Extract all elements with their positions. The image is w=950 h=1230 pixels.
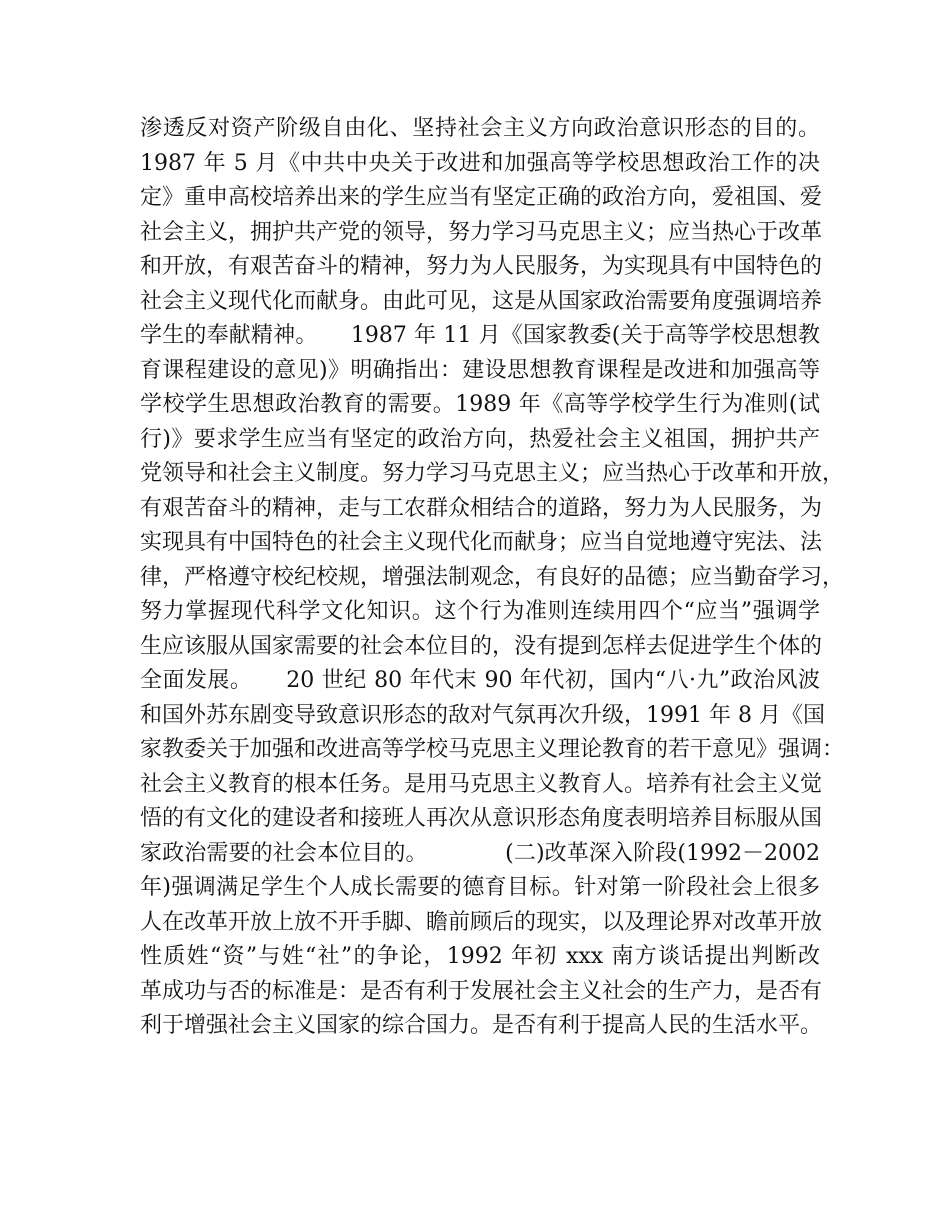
text-line: 家教委关于加强和改进高等学校马克思主义理论教育的若干意见》强调：	[140, 737, 845, 762]
text-line: 渗透反对资产阶级自由化、坚持社会主义方向政治意识形态的目的。	[140, 116, 820, 141]
text-line: 社会主义现代化而献身。由此可见，这是从国家政治需要角度强调培养	[140, 288, 823, 314]
text-line: 育课程建设的意见)》明确指出：建设思想教育课程是改进和加强高等	[140, 357, 820, 383]
text-line: 和国外苏东剧变导致意识形态的敌对气氛再次升级，1991 年 8 月《国	[140, 702, 825, 728]
text-line: 利于增强社会主义国家的综合国力。是否有利于提高人民的生活水平。	[140, 1013, 823, 1038]
text-line: 年)强调满足学生个人成长需要的德育目标。针对第一阶段社会上很多	[140, 875, 820, 900]
text-line: 定》重申高校培养出来的学生应当有坚定正确的政治方向，爱祖国、爱	[140, 185, 823, 210]
text-line: 家政治需要的社会本位目的。 (二)改革深入阶段(1992－2002	[140, 840, 820, 866]
text-line: 全面发展。 20 世纪 80 年代末 90 年代初，国内“八·九”政治风波	[140, 668, 820, 693]
text-line: 1987 年 5 月《中共中央关于改进和加强高等学校思想政治工作的决	[140, 150, 820, 176]
text-line: 学校学生思想政治教育的需要。1989 年《高等学校学生行为准则(试	[140, 392, 820, 417]
text-line: 性质姓“资”与姓“社”的争论，1992 年初 xxx 南方谈话提出判断改	[140, 944, 820, 969]
text-line: 学生的奉献精神。 1987 年 11 月《国家教委(关于高等学校思想教	[140, 323, 820, 348]
text-line: 生应该服从国家需要的社会本位目的，没有提到怎样去促进学生个体的	[140, 633, 823, 659]
text-line: 悟的有文化的建设者和接班人再次从意识形态角度表明培养目标服从国	[140, 806, 823, 831]
text-line: 行)》要求学生应当有坚定的政治方向，热爱社会主义祖国，拥护共产	[140, 426, 820, 452]
text-line: 革成功与否的标准是：是否有利于发展社会主义社会的生产力，是否有	[140, 978, 823, 1004]
text-line: 律，严格遵守校纪校规，增强法制观念，有良好的品德；应当勤奋学习，	[140, 564, 845, 590]
text-line: 社会主义，拥护共产党的领导，努力学习马克思主义；应当热心于改革	[140, 219, 823, 245]
text-line: 努力掌握现代科学文化知识。这个行为准则连续用四个“应当”强调学	[140, 599, 820, 624]
text-line: 有艰苦奋斗的精神，走与工农群众相结合的道路，努力为人民服务，为	[140, 495, 823, 521]
text-line: 党领导和社会主义制度。努力学习马克思主义；应当热心于改革和开放，	[140, 461, 845, 486]
text-line: 和开放，有艰苦奋斗的精神，努力为人民服务，为实现具有中国特色的	[140, 254, 823, 279]
text-line: 人在改革开放上放不开手脚、瞻前顾后的现实，以及理论界对改革开放	[140, 909, 823, 935]
body-text	[140, 112, 845, 1044]
text-line: 实现具有中国特色的社会主义现代化而献身；应当自觉地遵守宪法、法	[140, 530, 823, 555]
text-line: 社会主义教育的根本任务。是用马克思主义教育人。培养有社会主义觉	[140, 771, 823, 797]
